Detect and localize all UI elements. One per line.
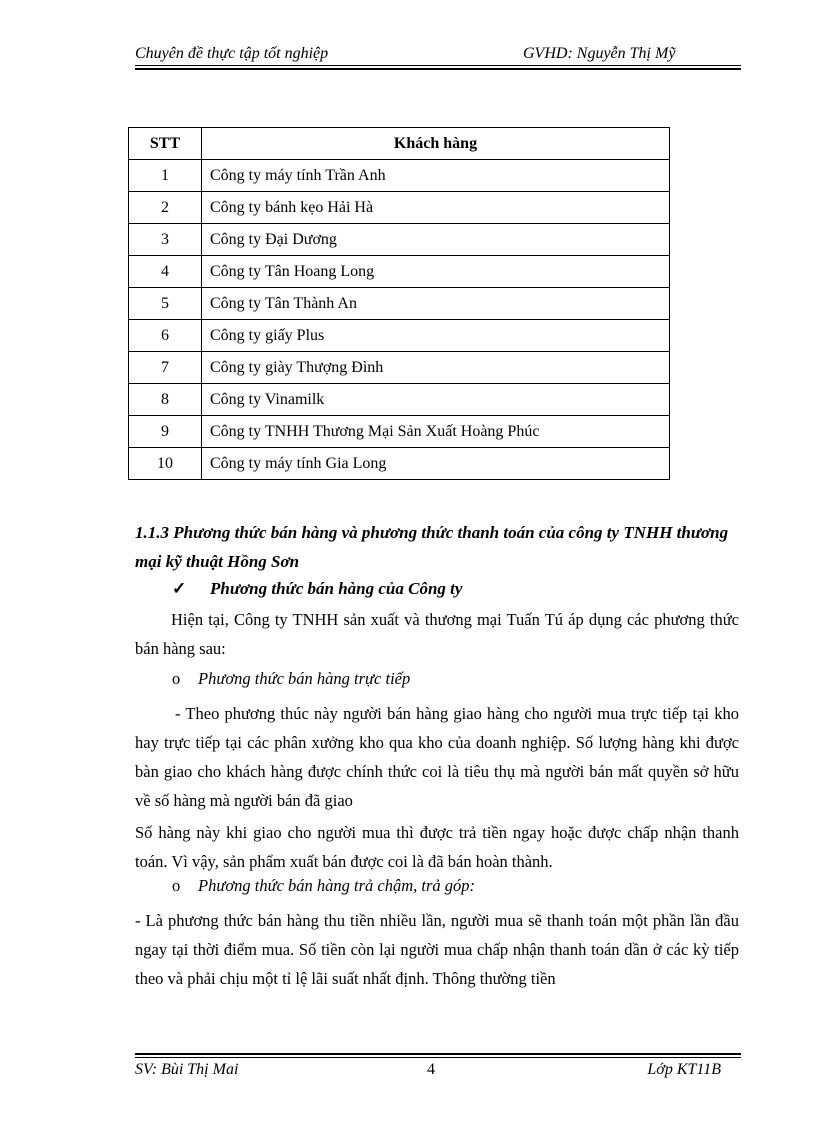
cell-stt: 2 — [129, 192, 202, 224]
check-icon: ✓ — [172, 579, 187, 598]
paragraph-direct-sales: - Theo phương thúc này người bán hàng giao hàng cho người mua trực tiếp tại kho hay trực tiếp tại các phân xưởng kho qua kho của doanh nghiệp. Số lượng hàng khi được bàn giao cho khách hàng được chính thức coi là tiêu thụ mà người bán mất quyền sở hữu về số hàng mà người bán đã giao — [135, 704, 739, 810]
bullet-text: Phương thức bán hàng trực tiếp — [198, 669, 411, 688]
header-rule-thick — [135, 68, 741, 70]
cell-stt: 3 — [129, 224, 202, 256]
cell-customer: Công ty Đại Dương — [202, 224, 670, 256]
table-row — [129, 320, 670, 352]
bullet-circle-icon: o — [172, 669, 181, 688]
cell-customer: Công ty Tân Hoang Long — [202, 256, 670, 288]
footer-rule-thick — [135, 1053, 741, 1055]
table-row — [129, 192, 670, 224]
paragraph-installment: - Là phương thức bán hàng thu tiền nhiều lần, người mua sẽ thanh toán một phần lần đầu ngay tại thời điểm mua. Số tiền còn lại người mua chấp nhận thanh toán dần ở các kỳ tiếp theo và phải chịu một tỉ lệ lãi suất nhất định. Thông thường tiền — [135, 911, 739, 988]
column-header-customer: Khách hàng — [202, 128, 670, 160]
table-row — [129, 448, 670, 480]
cell-stt: 7 — [129, 352, 202, 384]
header-right-text: GVHD: Nguyễn Thị Mỹ — [523, 45, 676, 62]
footer-student: SV: Bùi Thị Mai — [135, 1061, 239, 1078]
cell-customer: Công ty máy tính Trần Anh — [202, 160, 670, 192]
footer-rule-thin — [135, 1057, 741, 1058]
table-row — [129, 224, 670, 256]
subheading — [172, 579, 462, 599]
cell-customer: Công ty Tân Thành An — [202, 288, 670, 320]
bullet-installment-sales — [172, 876, 475, 896]
section-heading: 1.1.3 Phương thức bán hàng và phương thức thanh toán của công ty TNHH thương mại kỹ thuật Hồng Sơn — [135, 523, 729, 571]
cell-customer: Công ty máy tính Gia Long — [202, 448, 670, 480]
table-row — [129, 352, 670, 384]
table-row — [129, 160, 670, 192]
subheading-text: Phương thức bán hàng của Công ty — [210, 579, 463, 598]
cell-customer: Công ty giày Thượng Đình — [202, 352, 670, 384]
header-left-text: Chuyên đề thực tập tốt nghiệp — [135, 45, 329, 62]
table-row — [129, 384, 670, 416]
page-number: 4 — [427, 1061, 435, 1078]
bullet-text: Phương thức bán hàng trả chậm, trả góp: — [198, 876, 476, 895]
table-row — [129, 416, 670, 448]
bullet-direct-sales — [172, 669, 410, 689]
cell-customer: Công ty Vinamilk — [202, 384, 670, 416]
footer-class: Lớp KT11B — [647, 1061, 721, 1078]
intro-paragraph: Hiện tại, Công ty TNHH sản xuất và thương mại Tuấn Tú áp dụng các phương thức bán hàng sau: — [135, 610, 739, 658]
column-header-stt: STT — [129, 128, 202, 160]
cell-customer: Công ty bánh kẹo Hải Hà — [202, 192, 670, 224]
cell-stt: 4 — [129, 256, 202, 288]
cell-stt: 8 — [129, 384, 202, 416]
table-row — [129, 256, 670, 288]
bullet-circle-icon: o — [172, 876, 181, 895]
cell-stt: 5 — [129, 288, 202, 320]
cell-stt: 6 — [129, 320, 202, 352]
customer-table — [128, 127, 670, 480]
cell-customer: Công ty giấy Plus — [202, 320, 670, 352]
table-row — [129, 288, 670, 320]
table-header-row — [129, 128, 670, 160]
cell-customer: Công ty TNHH Thương Mại Sản Xuất Hoàng Phúc — [202, 416, 670, 448]
paragraph-payment: Số hàng này khi giao cho người mua thì được trả tiền ngay hoặc được chấp nhận thanh toán. Vì vậy, sản phẩm xuất bán được coi là đã bán hoàn thành. — [135, 823, 739, 871]
cell-stt: 10 — [129, 448, 202, 480]
cell-stt: 1 — [129, 160, 202, 192]
cell-stt: 9 — [129, 416, 202, 448]
header-rule-thin — [135, 65, 741, 66]
